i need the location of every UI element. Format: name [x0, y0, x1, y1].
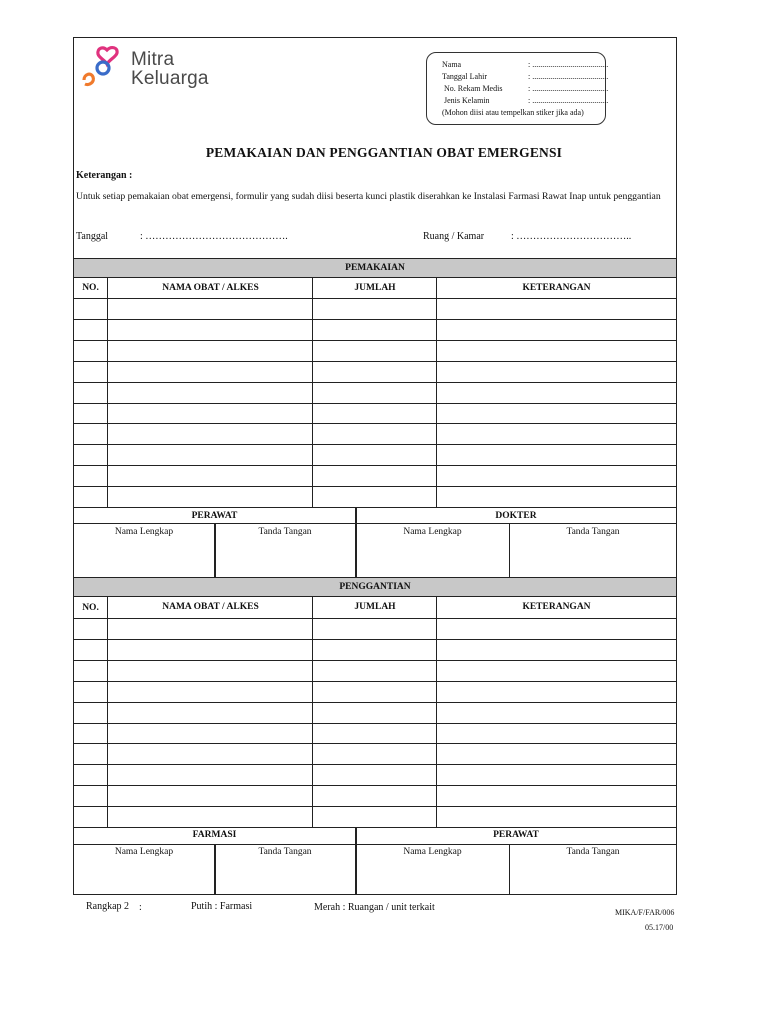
sign-perawat-label: PERAWAT: [493, 830, 539, 840]
table-row[interactable]: [74, 423, 676, 424]
col-keterangan: KETERANGAN: [522, 283, 591, 293]
table-row[interactable]: [74, 382, 676, 383]
divider: [74, 827, 676, 828]
divider: [312, 278, 313, 507]
divider: [74, 618, 676, 619]
divider: [436, 597, 437, 827]
divider: [74, 298, 676, 299]
table-row[interactable]: [74, 340, 676, 341]
ruang-label: Ruang / Kamar: [423, 231, 485, 242]
patient-box-note: (Mohon diisi atau tempelkan stiker jika ada): [442, 108, 584, 117]
table-row[interactable]: [74, 660, 676, 661]
sign2-tanda-tangan: Tanda Tangan: [566, 527, 620, 537]
logo: [79, 44, 219, 94]
ruang-field[interactable]: : ……………………………..: [511, 231, 632, 242]
table-row[interactable]: [74, 319, 676, 320]
table-row[interactable]: [74, 403, 676, 404]
sign2-nama-lengkap: Nama Lengkap: [403, 527, 462, 537]
form-version: 05.17/00: [645, 923, 674, 932]
table-row[interactable]: [74, 764, 676, 765]
keterangan-label: Keterangan :: [76, 170, 133, 181]
divider: [312, 597, 313, 827]
penggantian-header: PENGGANTIAN: [74, 577, 676, 597]
footer-colon: :: [139, 902, 142, 913]
table-row[interactable]: [74, 361, 676, 362]
col-nama-obat: NAMA OBAT / ALKES: [162, 283, 259, 293]
table-row[interactable]: [74, 465, 676, 466]
divider: [74, 507, 676, 508]
divider: [355, 827, 357, 894]
divider: [74, 844, 676, 845]
divider: [436, 278, 437, 507]
col-nama-obat: NAMA OBAT / ALKES: [162, 602, 259, 612]
sign-farmasi-label: FARMASI: [192, 830, 237, 840]
tanggal-label: Tanggal: [76, 231, 109, 242]
sign4-nama-lengkap: Nama Lengkap: [403, 847, 462, 857]
col-keterangan: KETERANGAN: [522, 602, 591, 612]
sign1-tanda-tangan: Tanda Tangan: [258, 527, 312, 537]
sign-dokter-label: DOKTER: [495, 511, 537, 521]
logo-mark-icon: [79, 44, 125, 90]
sign3-nama-lengkap: Nama Lengkap: [114, 847, 174, 857]
divider: [74, 523, 676, 524]
footer-merah: Merah : Ruangan / unit terkait: [314, 902, 435, 913]
sign1-nama-lengkap: Nama Lengkap: [114, 527, 174, 537]
patient-info-box: [426, 52, 609, 125]
col-no: NO.: [82, 283, 99, 293]
patient-field-nama[interactable]: Nama : ......................................: [442, 60, 609, 69]
pemakaian-header: PEMAKAIAN: [74, 258, 676, 278]
table-row[interactable]: [74, 743, 676, 744]
col-jumlah: JUMLAH: [354, 602, 396, 612]
sign4-tanda-tangan: Tanda Tangan: [566, 847, 620, 857]
table-row[interactable]: [74, 639, 676, 640]
keterangan-text: Untuk setiap pemakaian obat emergensi, formulir yang sudah diisi beserta kunci plastik diserahkan ke Instalasi Farmasi Rawat Inap untuk penggantian: [76, 191, 661, 202]
col-jumlah: JUMLAH: [354, 283, 396, 293]
patient-field-tanggal-lahir[interactable]: Tanggal Lahir : ......................................: [442, 72, 609, 81]
table-row[interactable]: [74, 702, 676, 703]
patient-field-rekam-medis[interactable]: No. Rekam Medis : ......................................: [444, 84, 609, 93]
logo-line2: Keluarga: [131, 68, 209, 89]
sign3-tanda-tangan: Tanda Tangan: [258, 847, 312, 857]
tanggal-field[interactable]: : …………………………………….: [140, 231, 288, 242]
col-no: NO.: [82, 603, 99, 613]
page-title: PEMAKAIAN DAN PENGGANTIAN OBAT EMERGENSI: [205, 145, 563, 160]
footer-putih: Putih : Farmasi: [191, 901, 253, 912]
table-row[interactable]: [74, 806, 676, 807]
form-code: MIKA/F/FAR/006: [615, 908, 675, 917]
divider: [107, 278, 108, 507]
table-row[interactable]: [74, 785, 676, 786]
table-row[interactable]: [74, 681, 676, 682]
divider: [107, 597, 108, 827]
logo-line1: Mitra: [131, 49, 175, 70]
sign-perawat-label: PERAWAT: [191, 511, 238, 521]
table-row[interactable]: [74, 444, 676, 445]
divider: [355, 507, 357, 577]
table-row[interactable]: [74, 723, 676, 724]
footer-rangkap: Rangkap 2: [86, 901, 130, 912]
patient-field-jenis-kelamin[interactable]: Jenis Kelamin : ......................................: [444, 96, 609, 105]
table-row[interactable]: [74, 486, 676, 487]
